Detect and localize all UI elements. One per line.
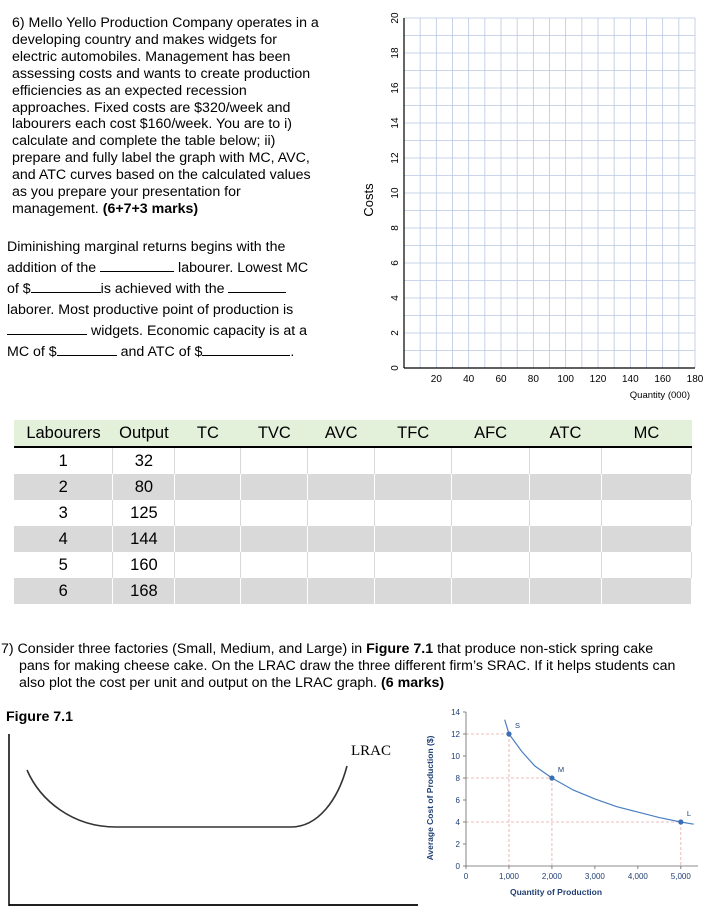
table-cell: 2	[14, 474, 113, 500]
ac-x-tick-label: 5,000	[670, 872, 691, 881]
table-cell[interactable]	[452, 578, 530, 604]
average-cost-curve	[505, 720, 694, 825]
fill-text: labourer. Lowest MC	[178, 260, 309, 276]
y-tick-label: 10	[390, 187, 401, 199]
col-header-atc: ATC	[530, 420, 602, 447]
q6-line: efficiencies as an expected recession	[12, 82, 247, 99]
table-cell: 4	[14, 526, 113, 552]
x-tick-label: 20	[430, 374, 442, 385]
y-tick-labels	[390, 12, 401, 371]
fill-text: and ATC of $	[120, 344, 203, 360]
guide-lines	[466, 734, 681, 866]
point-label: S	[514, 721, 520, 730]
ac-x-ticks	[464, 866, 692, 881]
q6-line: calculate and complete the table below; ii)	[12, 133, 276, 150]
y-tick-label: 16	[390, 82, 401, 94]
ac-x-tick-label: 0	[463, 872, 469, 881]
average-cost-chart	[422, 703, 722, 913]
q7-figure-ref: Figure 7.1	[366, 641, 434, 657]
q6-line: as you prepare your presentation for	[12, 184, 241, 201]
ac-y-tick-label: 4	[455, 818, 460, 827]
point-label: L	[686, 809, 691, 818]
q6-line: 6) Mello Yello Production Company operates in a	[12, 15, 319, 31]
table-cell[interactable]	[175, 500, 241, 526]
table-cell[interactable]	[375, 474, 452, 500]
ac-x-tick-label: 2,000	[541, 872, 562, 881]
table-cell[interactable]	[452, 500, 530, 526]
question-6-text	[12, 15, 342, 218]
blank-field[interactable]	[228, 280, 286, 293]
col-header-labourers: Labourers	[14, 420, 113, 447]
table-cell[interactable]	[175, 578, 241, 604]
y-axis-label: Costs	[361, 183, 376, 217]
fill-text: of $	[7, 281, 31, 297]
q7-text: also plot the cost per unit and output on the LRAC graph.	[19, 674, 382, 691]
table-cell[interactable]	[175, 552, 241, 578]
x-tick-label: 180	[686, 374, 704, 385]
table-cell[interactable]	[375, 578, 452, 604]
table-cell[interactable]	[175, 474, 241, 500]
table-header-row	[14, 420, 692, 447]
fill-line: Diminishing marginal returns begins with the	[7, 239, 286, 255]
point-label: M	[557, 765, 565, 774]
ac-y-tick-label: 14	[451, 708, 460, 717]
col-header-output: Output	[113, 420, 175, 447]
x-tick-label: 100	[557, 374, 575, 385]
ac-y-tick-label: 12	[451, 730, 460, 739]
col-header-tvc: TVC	[241, 420, 308, 447]
y-tick-label: 0	[390, 365, 401, 371]
table-cell[interactable]	[530, 526, 602, 552]
table-cell: 160	[113, 552, 175, 578]
y-tick-label: 4	[390, 295, 401, 301]
table-cell[interactable]	[602, 500, 692, 526]
lrac-label: LRAC	[351, 743, 392, 759]
q6-line: and ATC curves based on the calculated values	[12, 167, 311, 184]
ac-y-tick-label: 6	[455, 796, 460, 805]
q6-line: assessing costs and wants to create production	[12, 65, 311, 82]
q7-line	[1, 675, 725, 692]
y-tick-label: 8	[390, 225, 401, 231]
ac-y-ticks	[451, 708, 466, 871]
x-tick-labels	[431, 374, 704, 385]
table-cell[interactable]	[452, 552, 530, 578]
table-cell: 3	[14, 500, 113, 526]
y-tick-label: 2	[390, 330, 401, 336]
q7-line: pans for making cheese cake. On the LRAC draw the three different firm’s SRAC. If it helps students can	[19, 657, 676, 674]
table-cell[interactable]	[241, 447, 308, 474]
ac-x-tick-label: 3,000	[584, 872, 605, 881]
fill-text: MC of $	[7, 344, 57, 360]
fill-line	[7, 342, 337, 363]
table-cell: 32	[113, 447, 175, 474]
col-header-mc: MC	[602, 420, 692, 447]
ac-axes	[466, 712, 698, 866]
fill-text: is achieved with the	[100, 281, 225, 297]
table-cell[interactable]	[602, 526, 692, 552]
table-cell: 6	[14, 578, 113, 604]
table-cell[interactable]	[375, 526, 452, 552]
table-cell[interactable]	[308, 474, 375, 500]
table-row	[14, 526, 692, 552]
ac-y-tick-label: 10	[451, 752, 460, 761]
table-cell[interactable]	[175, 447, 241, 474]
point-marker	[549, 775, 554, 780]
y-tick-label: 20	[390, 12, 401, 24]
blank-field[interactable]	[57, 343, 117, 356]
y-tick-label: 14	[390, 117, 401, 129]
blank-field[interactable]	[100, 259, 174, 272]
lrac-figure	[6, 728, 418, 908]
x-tick-label: 120	[589, 374, 607, 385]
ac-x-axis-label: Quantity of Production	[509, 887, 603, 897]
table-cell: 168	[113, 578, 175, 604]
fill-line: laborer. Most productive point of production is	[7, 302, 294, 318]
col-header-tc: TC	[175, 420, 241, 447]
col-header-afc: AFC	[452, 420, 530, 447]
table-cell[interactable]	[530, 578, 602, 604]
x-tick-label: 160	[654, 374, 672, 385]
table-cell[interactable]	[308, 578, 375, 604]
table-cell[interactable]	[530, 500, 602, 526]
col-header-avc: AVC	[308, 420, 375, 447]
q7-text: 7) Consider three factories (Small, Medium, and Large) in	[1, 641, 367, 657]
table-cell: 144	[113, 526, 175, 552]
fill-line	[7, 258, 337, 279]
table-cell[interactable]	[175, 526, 241, 552]
x-tick-label: 140	[621, 374, 639, 385]
ac-y-tick-label: 0	[455, 862, 460, 871]
table-cell[interactable]	[241, 526, 308, 552]
table-row	[14, 578, 692, 604]
fill-line	[7, 279, 337, 300]
ac-points	[506, 721, 691, 825]
q6-line: approaches. Fixed costs are $320/week and	[12, 99, 291, 116]
q6-marks: (6+7+3 marks)	[102, 200, 199, 217]
table-cell[interactable]	[241, 578, 308, 604]
table-cell: 80	[113, 474, 175, 500]
table-cell[interactable]	[308, 500, 375, 526]
table-cell[interactable]	[241, 500, 308, 526]
blank-field[interactable]	[31, 280, 101, 293]
table-cell[interactable]	[375, 500, 452, 526]
ac-y-tick-label: 8	[455, 774, 460, 783]
fill-line	[7, 321, 337, 342]
question-7-text	[1, 641, 725, 692]
table-cell[interactable]	[530, 447, 602, 474]
cost-chart-grid	[404, 18, 695, 368]
table-cell: 5	[14, 552, 113, 578]
point-marker	[506, 731, 511, 736]
table-cell[interactable]	[452, 526, 530, 552]
y-tick-label: 18	[390, 47, 401, 59]
figure-7-1-label: Figure 7.1	[6, 709, 74, 725]
table-cell[interactable]	[308, 552, 375, 578]
blank-field[interactable]	[202, 343, 290, 356]
fill-text: .	[290, 344, 295, 360]
table-cell[interactable]	[241, 552, 308, 578]
x-axis-label: Quantity (000)	[629, 390, 690, 401]
ac-y-tick-label: 2	[455, 840, 460, 849]
table-cell[interactable]	[375, 447, 452, 474]
table-cell: 125	[113, 500, 175, 526]
table-cell[interactable]	[602, 474, 692, 500]
table-cell[interactable]	[602, 578, 692, 604]
table-cell[interactable]	[308, 447, 375, 474]
table-cell[interactable]	[602, 447, 692, 474]
q6-line	[12, 201, 342, 218]
fill-text: addition of the	[7, 260, 97, 276]
col-header-tfc: TFC	[375, 420, 452, 447]
table-row	[14, 474, 692, 500]
lrac-curve	[27, 766, 347, 827]
table-row	[14, 500, 692, 526]
table-cell[interactable]	[452, 447, 530, 474]
cost-chart	[345, 10, 715, 405]
table-cell[interactable]	[530, 474, 602, 500]
table-cell[interactable]	[530, 552, 602, 578]
table-cell: 1	[14, 447, 113, 474]
table-row	[14, 552, 692, 578]
blank-field[interactable]	[7, 322, 87, 335]
q7-marks: (6 marks)	[381, 674, 445, 691]
table-cell[interactable]	[602, 552, 692, 578]
q6-line: electric automobiles. Management has been	[12, 48, 291, 65]
x-tick-label: 80	[527, 374, 539, 385]
cost-table	[14, 420, 692, 604]
table-cell[interactable]	[375, 552, 452, 578]
table-cell[interactable]	[452, 474, 530, 500]
table-cell[interactable]	[241, 474, 308, 500]
q7-line	[1, 641, 725, 658]
ac-x-tick-label: 1,000	[498, 872, 519, 881]
q6-line: labourers each cost $160/week. You are to i)	[12, 116, 292, 133]
q7-text: that produce non-stick spring cake	[433, 641, 654, 657]
q6-line-text: management.	[12, 200, 99, 217]
x-tick-label: 40	[463, 374, 475, 385]
point-marker	[678, 819, 683, 824]
x-tick-label: 60	[495, 374, 507, 385]
table-cell[interactable]	[308, 526, 375, 552]
table-row	[14, 447, 692, 474]
y-tick-label: 12	[390, 152, 401, 164]
fill-in-blanks	[7, 237, 337, 363]
fill-text: widgets. Economic capacity is at a	[90, 323, 308, 339]
ac-y-axis-label: Average Cost of Production ($)	[425, 735, 435, 861]
q6-line: developing country and makes widgets for	[12, 31, 277, 48]
q6-line: prepare and fully label the graph with MC, AVC,	[12, 150, 310, 167]
y-tick-label: 6	[390, 260, 401, 266]
ac-x-tick-label: 4,000	[627, 872, 648, 881]
